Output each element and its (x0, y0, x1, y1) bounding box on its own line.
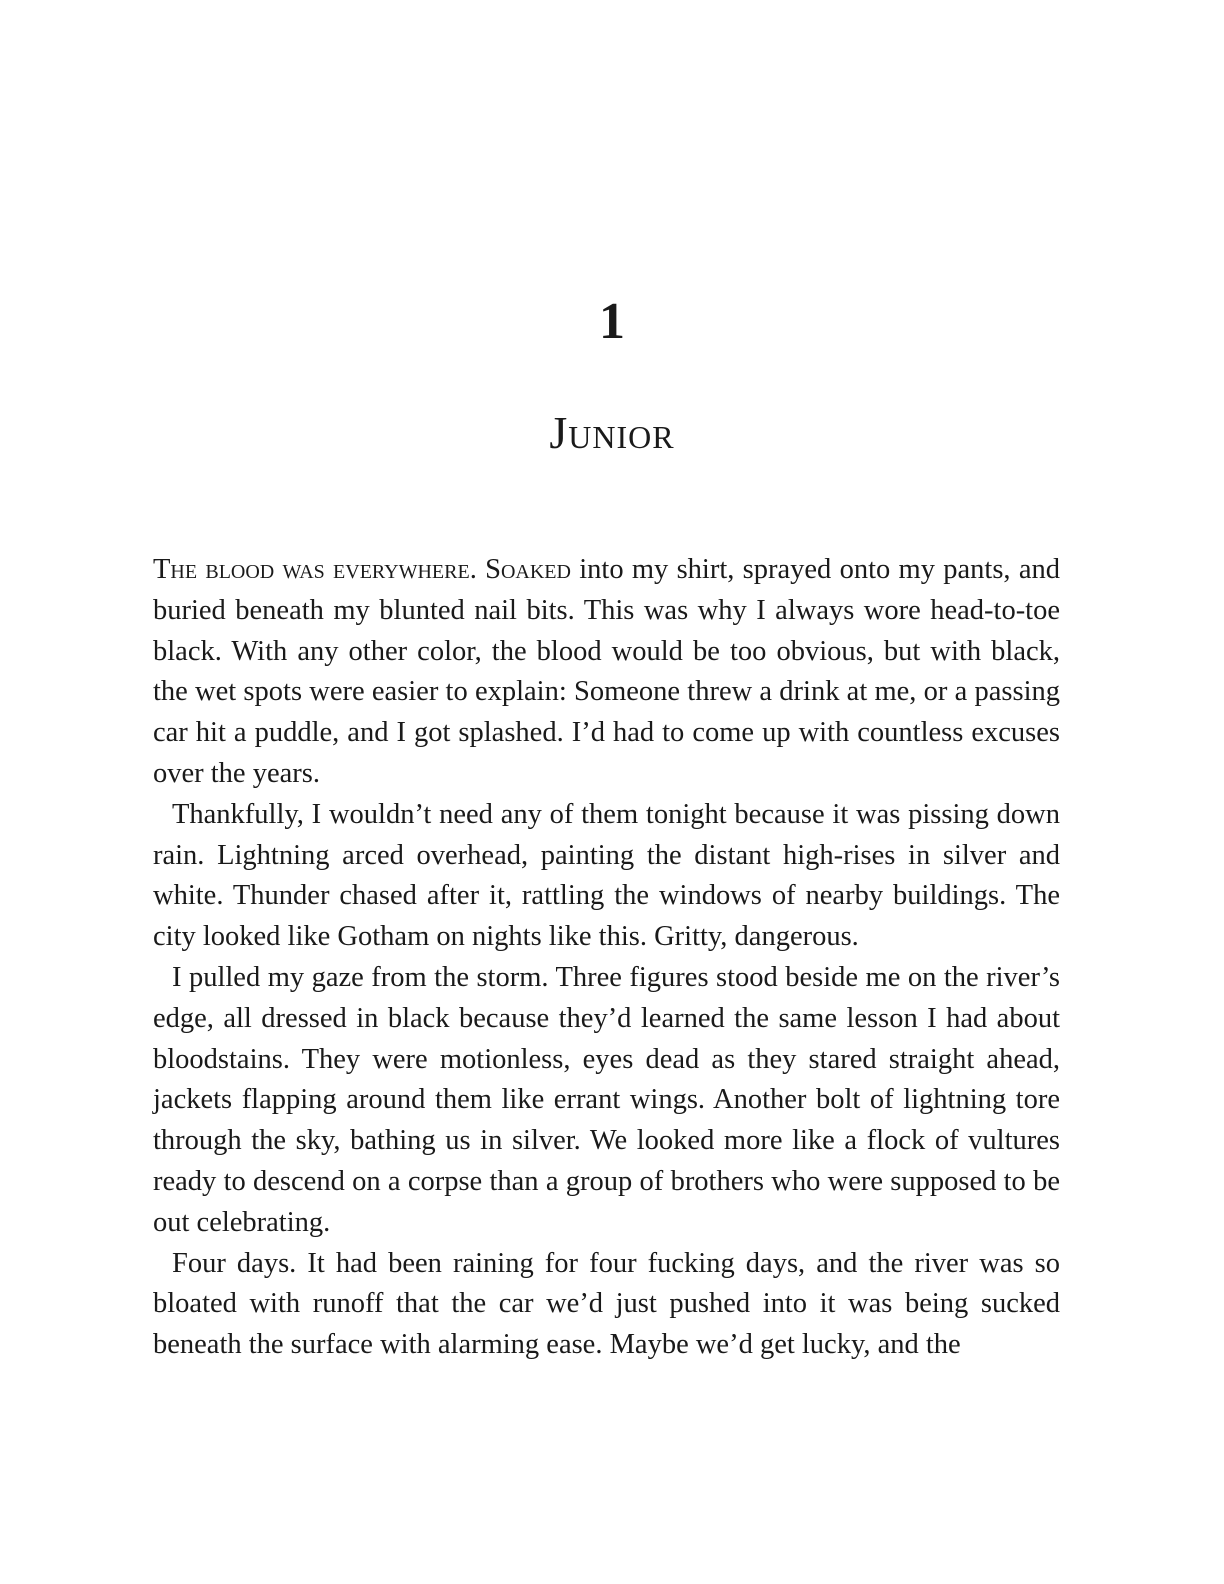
paragraph-1 (153, 550, 1060, 795)
chapter-number: 1 (599, 293, 625, 350)
paragraph-2: Thankfully, I wouldn’t need any of them tonight because it was pissing down rain. Lightning arced overhead, painting the distant high-rises in silver and white. Thunder chased after it, rattling the windows of nearby buildings. The city looked like Gotham on nights like this. Gritty, dangerous. (153, 798, 1060, 953)
paragraph-3: I pulled my gaze from the storm. Three figures stood beside me on the river’s edge, all dressed in black because they’d learned the same lesson I had about bloodstains. They were motionless, eyes dead as they stared straight ahead, jackets flapping around them like errant wings. Another bolt of lightning tore through the sky, bathing us in silver. We looked more like a flock of vultures ready to descend on a corpse than a group of brothers who were supposed to be out celebrating. (153, 961, 1060, 1238)
paragraph-1-text: into my shirt, sprayed onto my pants, and buried beneath my blunted nail bits. This was why I always wore head-to-toe black. With any other color, the blood would be too obvious, but with black, the wet spots were easier to explain: Someone threw a drink at me, or a passing car hit a puddle, and I got splashed. I’d had to come up with countless excuses over the years. (153, 554, 1060, 789)
chapter-body (153, 550, 1060, 1366)
lead-in-small-caps: The blood was everywhere. Soaked (153, 554, 571, 585)
paragraph-4: Four days. It had been raining for four fucking days, and the river was so bloated with runoff that the car we’d just pushed into it was being sucked beneath the surface with alarming ease. Maybe we’d get lucky, and the (153, 1247, 1060, 1361)
chapter-title: Junior (549, 407, 675, 458)
